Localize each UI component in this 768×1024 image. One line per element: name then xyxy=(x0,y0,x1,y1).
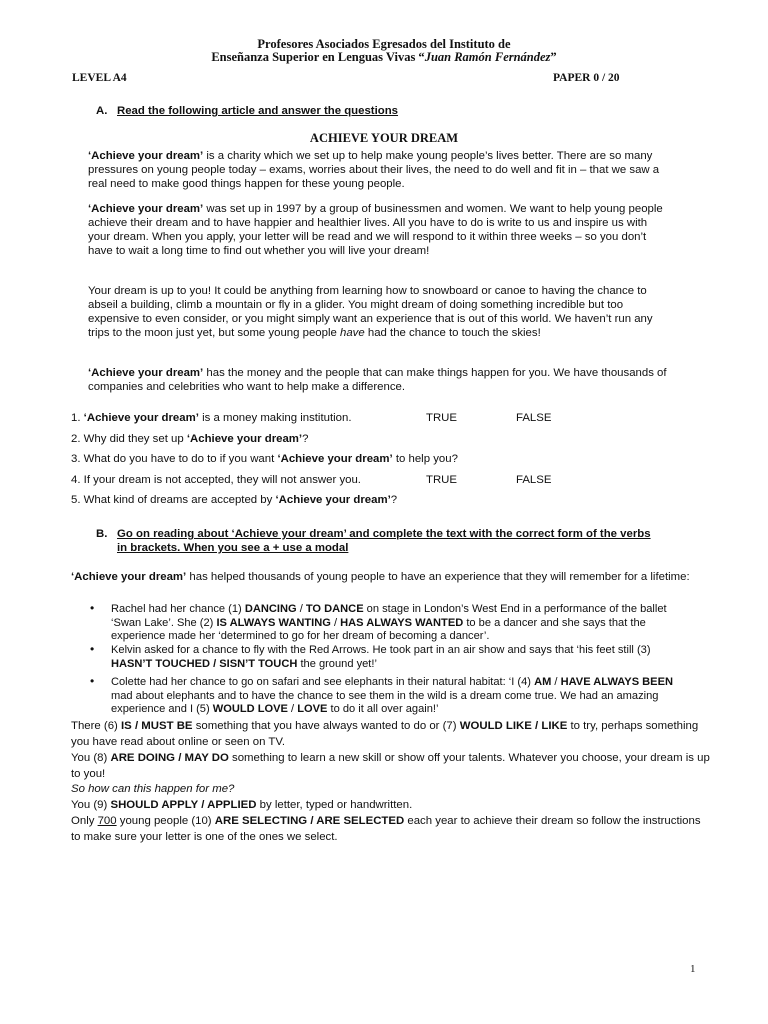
question-3: 3. What do you have to do to if you want ‘Achieve your dream’ to help you? xyxy=(71,453,458,465)
sentence-10: Only 700 young people (10) ARE SELECTING / ARE SELECTED each year to achieve their dream so follow the instructions to make sure your letter is one of the ones we select. xyxy=(71,815,701,843)
bullet-kelvin: Kelvin asked for a chance to fly with the Red Arrows. He took part in an air show and says that ‘his feet still (3) HASN’T TOUCHED / SISN’T TOUCH the ground yet!’ xyxy=(111,644,651,670)
question-1: 1. ‘Achieve your dream’ is a money making institution. xyxy=(71,412,352,424)
person-name: Juan Ramón Fernández xyxy=(424,50,551,64)
question-4-false: FALSE xyxy=(516,474,552,486)
level-label: LEVEL A4 xyxy=(72,72,127,84)
sentence-8: You (8) ARE DOING / MAY DO something to learn a new skill or show off your talents. Whatever you choose, your dream is up to you! xyxy=(71,752,710,780)
section-b-instruction-2: in brackets. When you see a + use a modal xyxy=(117,542,349,554)
article-title: ACHIEVE YOUR DREAM xyxy=(309,131,459,145)
section-b-intro: ‘Achieve your dream’ has helped thousands of young people to have an experience that they will remember for a lifetime: xyxy=(71,571,690,583)
section-a-letter: A. xyxy=(96,105,108,117)
question-5: 5. What kind of dreams are accepted by ‘Achieve your dream’? xyxy=(71,494,398,506)
page-number: 1 xyxy=(690,963,696,975)
paper-label: PAPER 0 / 20 xyxy=(553,72,620,84)
article-paragraph-2: ‘Achieve your dream’ was set up in 1997 by a group of businessmen and women. We want to help young people achieve their dream and to have happier and healthier lives. All you have to do is write to us and inspire us with your dream. When you apply, your letter will be read and we will respond to it within three weeks – so you don’t have to wait a long time to find out whether you will live your dream! xyxy=(88,203,663,257)
article-paragraph-4: ‘Achieve your dream’ has the money and the people that can make things happen for you. We have thousands of companies and celebrities who want to help make a difference. xyxy=(88,367,667,393)
italic-question: So how can this happen for me? xyxy=(71,783,235,795)
question-1-false: FALSE xyxy=(516,412,552,424)
article-paragraph-3: Your dream is up to you! It could be anything from learning how to snowboard or canoe to having the chance to abseil a building, climb a mountain or fly in a glider. You might dream of doing something incredible but too expensive to even consider, or you might simply want an experience that is out of this world. We haven’t run any trips to the moon just yet, but some young people have had the chance to touch the skies! xyxy=(88,285,653,339)
sentence-6-7: There (6) IS / MUST BE something that you have always wanted to do or (7) WOULD LIKE / LIKE to try, perhaps something you have read about online or seen on TV. xyxy=(71,720,699,748)
institute-name: Profesores Asociados Egresados del Instituto de xyxy=(257,37,511,51)
question-1-true: TRUE xyxy=(426,412,458,424)
question-4: 4. If your dream is not accepted, they will not answer you. xyxy=(71,474,361,486)
question-2: 2. Why did they set up ‘Achieve your dream’? xyxy=(71,433,309,445)
question-4-true: TRUE xyxy=(426,474,458,486)
section-a-instruction: Read the following article and answer the questions xyxy=(117,105,399,117)
bullet-glyph: • xyxy=(90,674,95,688)
institute-name-line2: Enseñanza Superior en Lenguas Vivas “Juan Ramón Fernández” xyxy=(211,50,557,64)
article-paragraph-1: ‘Achieve your dream’ is a charity which we set up to help make young people’s lives better. There are so many pressures on young people today – exams, worries about their lives, the need to do well and fit in – that we saw a real need to make good things happen for these young people. xyxy=(88,150,660,190)
bullet-glyph: • xyxy=(90,642,95,656)
bullet-glyph: • xyxy=(90,601,95,615)
sentence-9: You (9) SHOULD APPLY / APPLIED by letter, typed or handwritten. xyxy=(71,799,413,811)
section-b-letter: B. xyxy=(96,528,108,540)
bullet-colette: Colette had her chance to go on safari and see elephants in their natural habitat: ‘I (4) AM / HAVE ALWAYS BEEN mad about elephants and to have the chance to see them in the wild is a dream come true. We had an amazing experience and I (5) WOULD LOVE / LOVE to do it all over again!’ xyxy=(111,676,673,716)
section-b-instruction: Go on reading about ‘Achieve your dream’ and complete the text with the correct form of the verbs xyxy=(117,528,651,540)
bullet-rachel: Rachel had her chance (1) DANCING / TO DANCE on stage in London’s West End in a performance of the ballet ‘Swan Lake’. She (2) IS ALWAYS WANTING / HAS ALWAYS WANTED to be a dancer and she says that the experience made her ‘determined to go for her dream of becoming a dancer’. xyxy=(111,603,667,643)
